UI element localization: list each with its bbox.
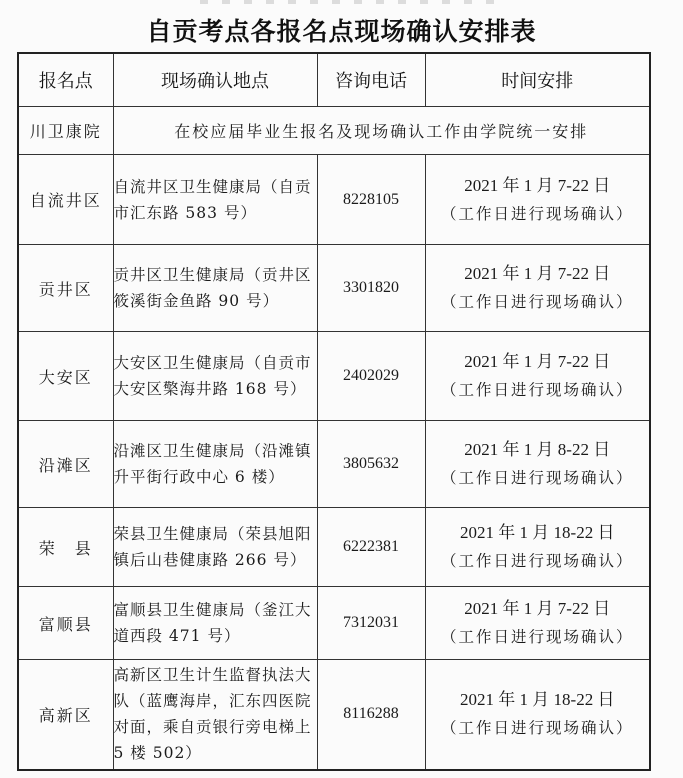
cell-site: 川卫康院 [18,107,113,155]
header-site: 报名点 [18,53,113,107]
table-row [18,155,650,245]
time-date: 2021 年 1 月 7-22 日 [464,352,611,371]
time-date: 2021 年 1 月 8-22 日 [464,440,611,459]
cell-site: 贡井区 [18,245,113,332]
time-note: （工作日进行现场确认） [440,204,634,223]
cell-time [425,155,650,245]
table-header-row [18,53,650,107]
time-date: 2021 年 1 月 7-22 日 [464,264,611,283]
cell-address: 自流井区卫生健康局（自贡市汇东路 583 号） [113,155,317,245]
cell-time [425,421,650,508]
header-time: 时间安排 [425,53,650,107]
time-note: （工作日进行现场确认） [440,719,634,738]
cell-site: 富顺县 [18,587,113,660]
cell-phone: 2402029 [317,332,425,421]
cell-site: 大安区 [18,332,113,421]
cell-time [425,660,650,770]
time-note: （工作日进行现场确认） [440,293,634,311]
cell-site: 荣 县 [18,508,113,587]
time-note: （工作日进行现场确认） [440,628,634,646]
cell-phone: 3301820 [317,245,425,332]
page-title: 自贡考点各报名点现场确认安排表 [146,17,537,46]
cell-site: 高新区 [18,660,113,770]
cell-site: 自流井区 [18,155,113,245]
cell-phone: 7312031 [317,587,425,660]
table-row [18,508,650,587]
header-location: 现场确认地点 [113,53,317,107]
cell-time [425,587,650,660]
cell-site: 沿滩区 [18,421,113,508]
table-row-merged [18,107,650,155]
cell-address: 富顺县卫生健康局（釜江大道西段 471 号） [113,587,317,660]
cell-address: 大安区卫生健康局（自贡市大安区檠海井路 168 号） [113,332,317,421]
cell-phone: 8116288 [317,660,425,770]
cell-address: 荣县卫生健康局（荣县旭阳镇后山巷健康路 266 号） [113,508,317,587]
cell-phone: 6222381 [317,508,425,587]
cell-time [425,332,650,421]
time-note: （工作日进行现场确认） [440,552,634,570]
time-date: 2021 年 1 月 7-22 日 [464,175,611,195]
time-note: （工作日进行现场确认） [440,469,634,487]
cell-time [425,508,650,587]
cell-address: 高新区卫生计生监督执法大队（蓝鹰海岸，汇东四医院对面，乘自贡银行旁电梯上 5 楼 502） [113,660,317,770]
registration-schedule-table [17,52,651,771]
table-row [18,587,650,660]
cell-address: 沿滩区卫生健康局（沿滩镇升平街行政中心 6 楼） [113,421,317,508]
cropped-previous-line [200,0,500,4]
header-phone: 咨询电话 [317,53,425,107]
cell-merged-note: 在校应届毕业生报名及现场确认工作由学院统一安排 [113,107,650,155]
table-row [18,660,650,770]
table-row [18,332,650,421]
cell-time [425,245,650,332]
table-row [18,245,650,332]
cell-phone: 8228105 [317,155,425,245]
cell-address: 贡井区卫生健康局（贡井区筱溪街金鱼路 90 号） [113,245,317,332]
time-note: （工作日进行现场确认） [440,381,634,399]
time-date: 2021 年 1 月 18-22 日 [460,523,615,542]
cell-phone: 3805632 [317,421,425,508]
time-date: 2021 年 1 月 7-22 日 [464,599,611,618]
time-date: 2021 年 1 月 18-22 日 [460,690,615,710]
table-row [18,421,650,508]
